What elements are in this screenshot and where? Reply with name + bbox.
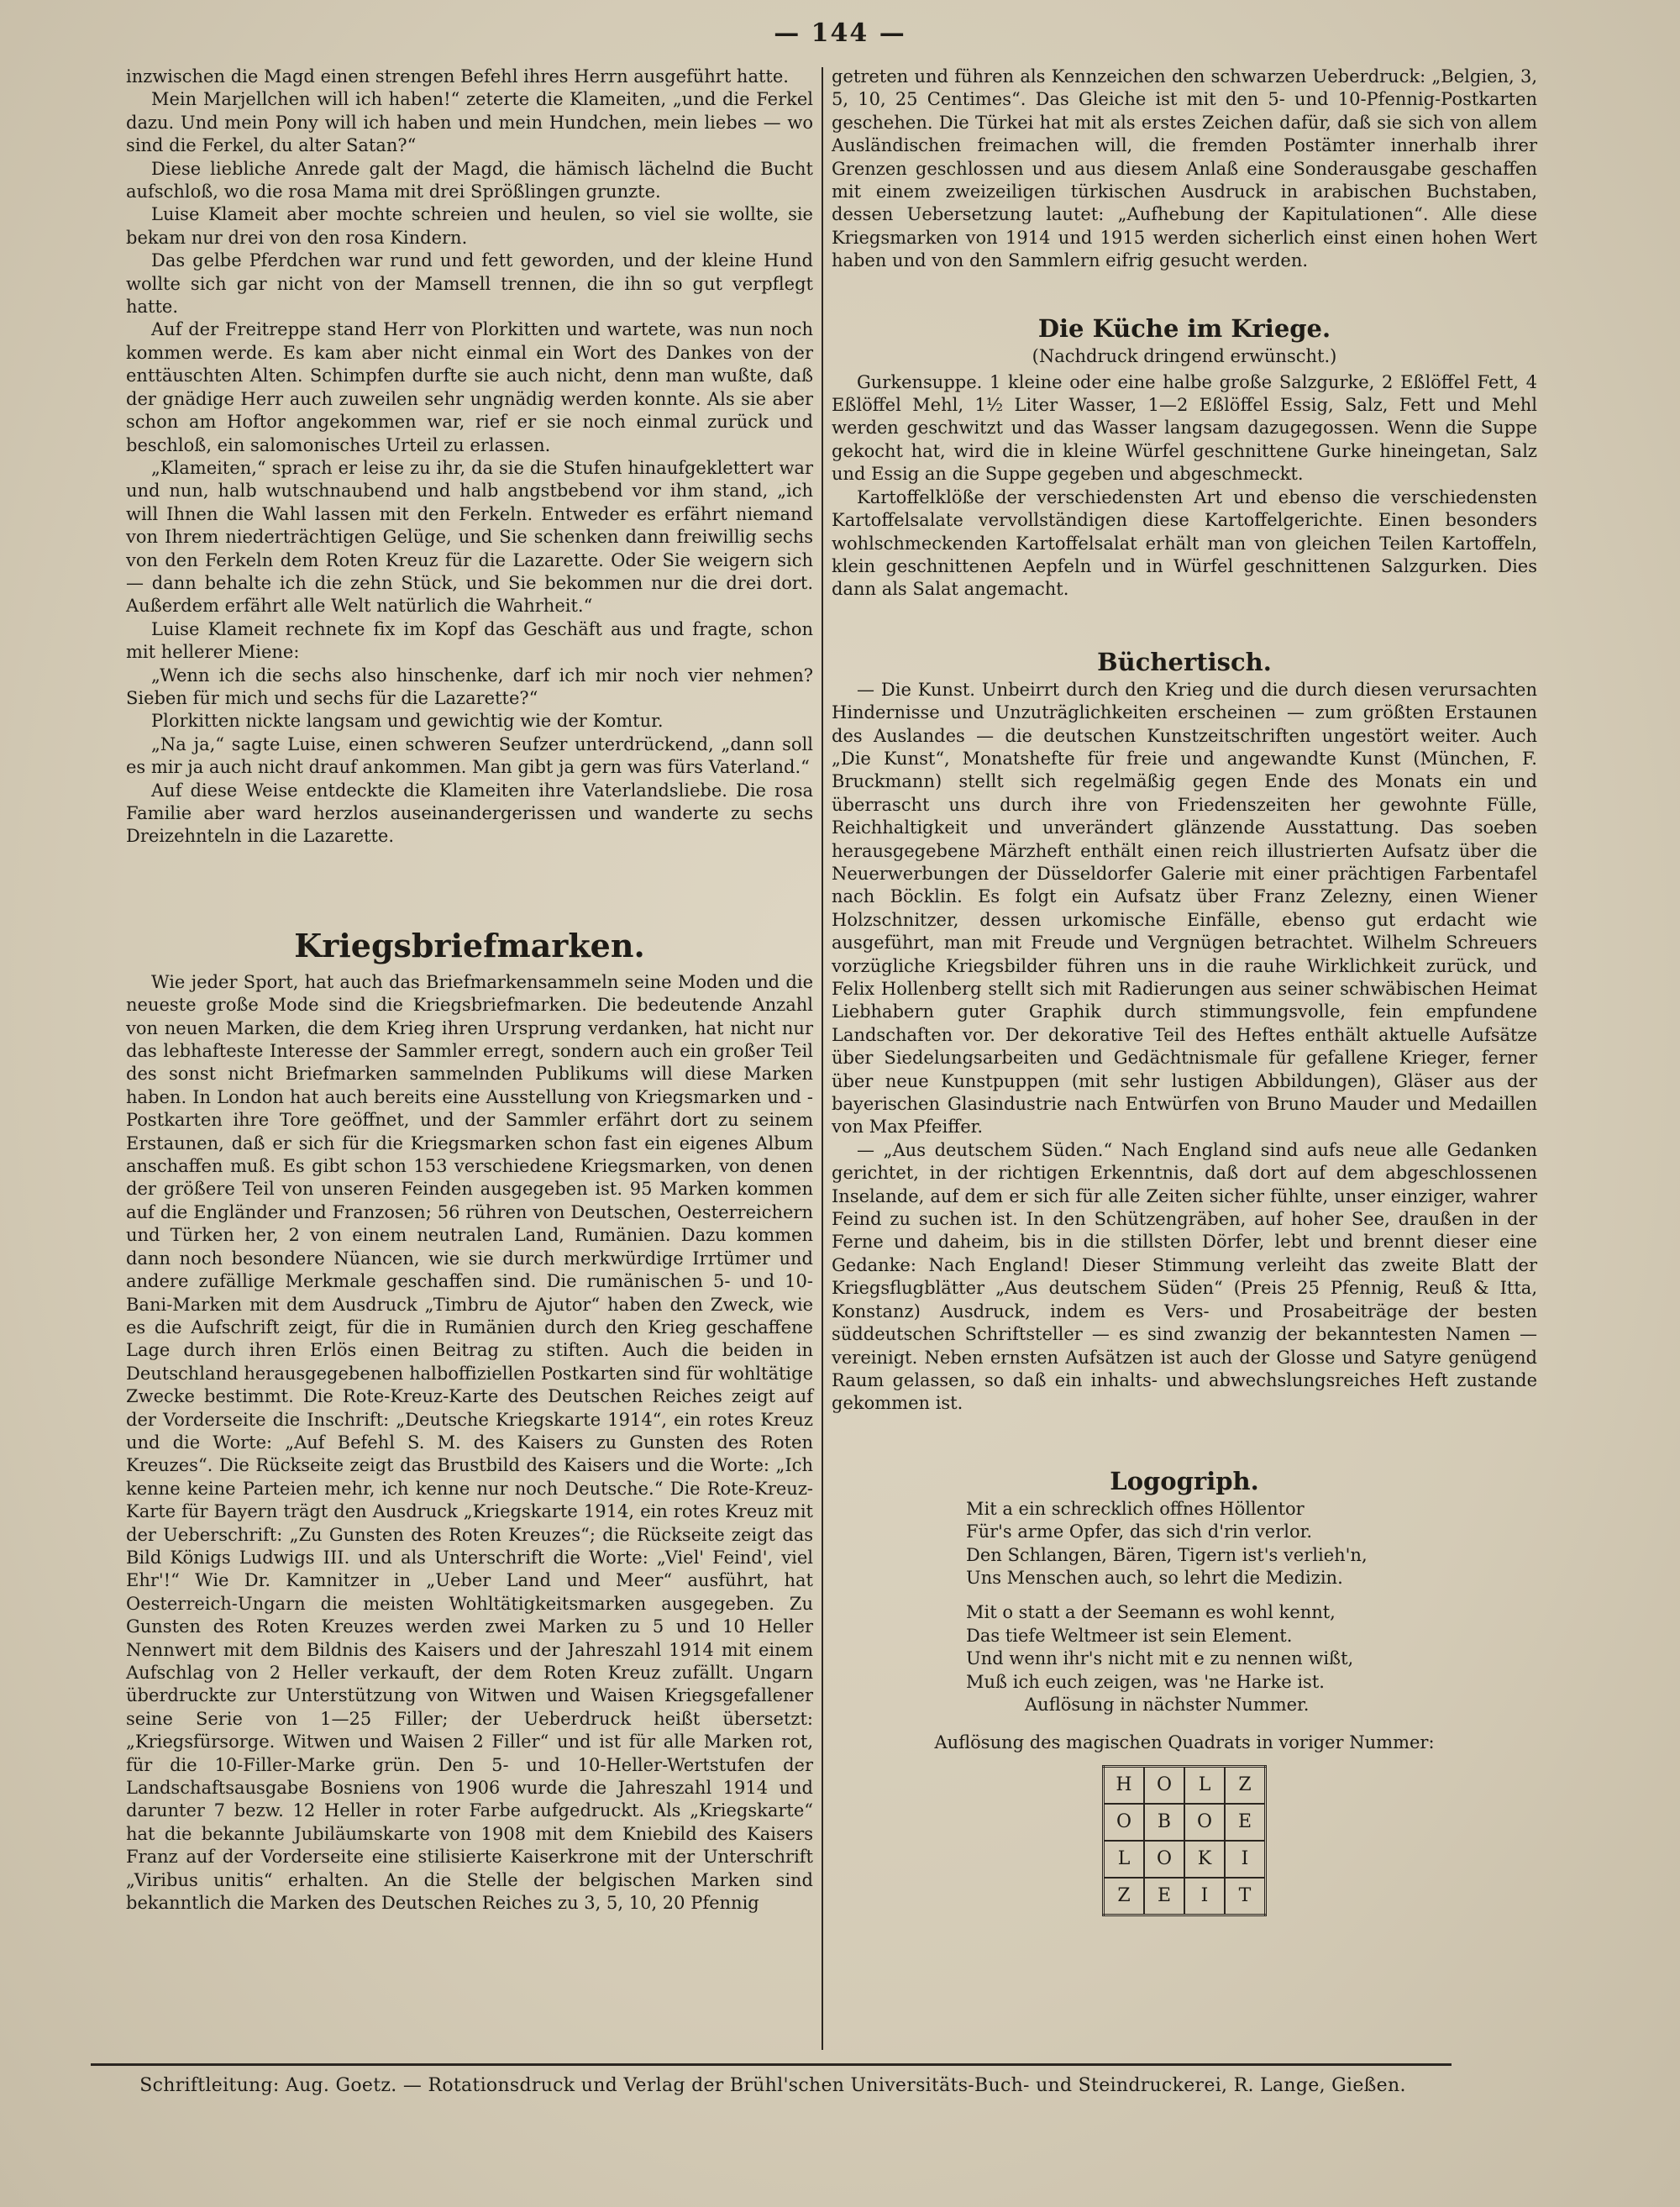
poem-line: Und wenn ihr's nicht mit e zu nennen wißt, [966,1648,1354,1669]
magic-square-cell: I [1225,1841,1266,1878]
magic-square-cell: T [1225,1878,1266,1915]
magic-square-row [1104,1841,1266,1878]
magic-square-cell: E [1225,1804,1266,1841]
magic-square-cell: L [1104,1841,1145,1878]
stanza-gap [966,1590,1403,1601]
magic-square [1102,1765,1267,1916]
poem-line: Uns Menschen auch, so lehrt die Medizin. [966,1567,1343,1588]
story-paragraph: „Klameiten,“ sprach er leise zu ihr, da sie die Stufen hinaufgeklettert war und nun, halb wutschnaubend und halb angstbebend vor ihm stand, „ich will Ihnen die Wahl lassen mit den Ferkeln. Entweder es erfährt niemand von Ihrem niederträchtigen Gelüge, und Sie schenken dann freiwillig sechs von den Ferkeln dem Roten Kreuz für die Lazarette. Oder Sie weigern sich — dann behalte ich die zehn Stück, und Sie bekommen nur die drei dort. Außerdem erfährt alle Welt natürlich die Wahrheit.“ [126,457,813,617]
magic-square-cell: I [1184,1878,1225,1915]
story-paragraph: inzwischen die Magd einen strengen Befehl ihres Herrn ausgeführt hatte. [126,66,789,87]
poem-line: Für's arme Opfer, das sich d'rin verlor. [966,1521,1313,1542]
story-paragraph: Luise Klameit aber mochte schreien und heulen, so viel sie wollte, sie bekam nur drei von den rosa Kindern. [126,204,813,248]
kriegsbriefmarken-continued: getreten und führen als Kennzeichen den schwarzen Ueberdruck: „Belgien, 3, 5, 10, 25 Centimes“. Das Gleiche ist mit den 5- und 10-Pfennig-Postkarten geschehen. Die Türkei hat mit als erstes Zeichen dafür, daß sie sich von allem Ausländischen freimachen will, die fremden Postämter innerhalb ihrer Grenzen geschlossen und aus diesem Anlaß eine Sonderausgabe geschaffen mit einem zweizeiligen türkischen Ausdruck in arabischen Buchstaben, dessen Uebersetzung lautet: „Aufhebung der Kapitulationen“. Alle diese Kriegsmarken von 1914 und 1915 werden sicherlich einst einen hohen Wert haben und von den Sammlern eifrig gesucht werden. [832,66,1537,271]
footer-rule [91,2063,1452,2066]
magic-square-cell: B [1144,1804,1184,1841]
page-number: — 144 — [774,18,906,48]
magic-square-cell: E [1144,1878,1184,1915]
section-spacer [832,273,1537,312]
poem-line: Mit o statt a der Seemann es wohl kennt, [966,1602,1336,1623]
logogriph-solution-note: Auflösung in nächster Nummer. [1025,1694,1310,1715]
magic-square-cell: Z [1225,1766,1266,1804]
magic-square-cell: Z [1104,1878,1145,1915]
section-spacer [832,1416,1537,1464]
magic-square-cell: L [1184,1766,1225,1804]
magic-square-row [1104,1878,1266,1915]
story-paragraph: Das gelbe Pferdchen war rund und fett geworden, und der kleine Hund wollte sich gar nicht von der Mamsell trennen, die ihn so gut verpflegt hatte. [126,250,813,318]
kueche-paragraph: Kartoffelklöße der verschiedensten Art und ebenso die verschiedensten Kartoffelsalate vervollständigen diese Kartoffelgerichte. Einen besonders wohlschmeckenden Kartoffelsalat erhält man von gleichen Teilen Kartoffeln, klein geschnittenen Aepfeln und in Würfel geschnittenen Salzgurken. Dies dann als Salat angemacht. [832,486,1537,600]
magic-square-cell: O [1184,1804,1225,1841]
magic-square-row [1104,1766,1266,1804]
imprint-footer: Schriftleitung: Aug. Goetz. — Rotationsdruck und Verlag der Brühl'schen Universitäts-Buch- und Steindruckerei, R. Lange, Gießen. [139,2075,1406,2096]
magic-square-cell: H [1104,1766,1145,1804]
magic-square-row [1104,1804,1266,1841]
logogriph-heading: Logogriph. [1110,1466,1259,1495]
story-paragraph: Diese liebliche Anrede galt der Magd, die hämisch lächelnd die Bucht aufschloß, wo die rosa Mama mit drei Sprößlingen grunzte. [126,158,813,202]
story-paragraph: „Wenn ich die sechs also hinschenke, darf ich mir noch vier nehmen? Sieben für mich und sechs für die Lazarette?“ [126,665,813,708]
left-column [126,66,813,1915]
story-paragraph: „Na ja,“ sagte Luise, einen schweren Seufzer unterdrückend, „dann soll es mir ja auch nicht drauf ankommen. Man gibt ja gern was fürs Vaterland.“ [126,733,813,778]
buechertisch-paragraph: — Die Kunst. Unbeirrt durch den Krieg und die durch diesen verursachten Hindernisse und Unzuträglichkeiten erscheinen — zum größten Erstaunen des Auslandes — die deutschen Kunstzeitschriften ungestört weiter. Auch „Die Kunst“, Monatshefte für freie und angewandte Kunst (München, F. Bruckmann) stellt sich regelmäßig gegen Ende des Monats ein und überrascht uns durch ihre von Friedenszeiten her gewohnte Fülle, Reichhaltigkeit und unverändert glänzende Ausstattung. Das soeben herausgegebene Märzheft enthält einen reich illustrierten Aufsatz über die Neuerwerbungen der Düsseldorfer Galerie mit einer prächtigen Farbentafel nach Böcklin. Es folgt ein Aufsatz über Franz Zelezny, einen Wiener Holzschnitzer, dessen urkomische Einfälle, ebenso gut erdacht wie ausgeführt, man mit Freude und Vergnügen betrachtet. Wilhelm Schreuers vorzügliche Kriegsbilder führen uns in die rauhe Wirklichkeit zurück, und Felix Hollenberg stellt sich mit Radierungen aus seiner schwäbischen Heimat Liebhabern guter Graphik durch stimmungsvolle, fein empfundene Landschaften vor. Der dekorative Teil des Heftes enthält aktuelle Aufsätze über Siedelungsarbeiten und Gedächtnismale für gefallene Krieger, ferner über neue Kunstpuppen (mit sehr lustigen Abbildungen), Gläser aus der bayerischen Glasindustrie nach Entwürfen von Bruno Mauder und Medaillen von Max Pfeiffer. [832,679,1537,1138]
poem-line: Mit a ein schrecklich offnes Höllentor [966,1498,1305,1519]
right-column [832,66,1537,1916]
poem-line: Den Schlangen, Bären, Tigern ist's verlieh'n, [966,1544,1368,1565]
kueche-subheading: (Nachdruck dringend erwünscht.) [1032,345,1337,366]
kueche-paragraph: Gurkensuppe. 1 kleine oder eine halbe große Salzgurke, 2 Eßlöffel Fett, 4 Eßlöffel Mehl, 1½ Liter Wasser, 1—2 Eßlöffel Essig, Salz, Fett und Mehl werden geschwitzt und das Wasser langsam dazugegossen. Wenn die Suppe gekocht hat, wird die in kleine Würfel geschnittene Gurke hineingetan, Salz und Essig an die Suppe gegeben und abgeschmeckt. [832,371,1537,485]
buechertisch-paragraph: — „Aus deutschem Süden.“ Nach England sind aufs neue alle Gedanken gerichtet, in der richtigen Erkenntnis, daß dort auf dem abgeschlossenen Inselande, auf dem er sich für alle Zeiten sicher fühlte, unser einziger, wahrer Feind zu suchen ist. In den Schützengräben, auf hoher See, draußen in der Ferne und daheim, bis in die stillsten Dörfer, lebt und brennt dieser eine Gedanke: Nach England! Dieser Stimmung verleiht das zweite Blatt der Kriegsflugblätter „Aus deutschem Süden“ (Preis 25 Pfennig, Reuß & Itta, Konstanz) Ausdruck, indem es Vers- und Prosabeiträge der besten süddeutschen Schriftsteller — es sind zwanzig der bekanntesten Namen — vereinigt. Neben ernsten Aufsätzen ist auch der Glosse und Satyre genügend Raum gelassen, so daß ein inhalts- und abwechslungsreiches Heft zustande gekommen ist. [832,1139,1537,1414]
story-paragraph: Luise Klameit rechnete fix im Kopf das Geschäft aus und fragte, schon mit hellerer Miene: [126,618,813,663]
kriegsbriefmarken-text: Wie jeder Sport, hat auch das Briefmarkensammeln seine Moden und die neueste große Mode sind die Kriegsbriefmarken. Die bedeutende Anzahl von neuen Marken, die dem Krieg ihren Ursprung verdanken, hat nicht nur das lebhafteste Interesse der Sammler erregt, sondern auch ein großer Teil des sonst nicht Briefmarken sammelnden Publikums will diese Marken haben. In London hat auch bereits eine Ausstellung von Kriegsmarken und -Postkarten ihre Tore geöffnet, und der Sammler erfährt dort zu seinem Erstaunen, daß er sich für die Kriegsmarken schon fast ein eigenes Album anschaffen muß. Es gibt schon 153 verschiedene Kriegsmarken, von denen der größere Teil von unseren Feinden ausgegeben ist. 95 Marken kommen auf die Engländer und Franzosen; 56 rühren von Deutschen, Oesterreichern und Türken her, 2 von einem neutralen Land, Rumänien. Dazu kommen dann noch besondere Nüancen, wie sie durch merkwürdige Irrtümer und andere zufällige Merkmale geschaffen sind. Die rumänischen 5- und 10-Bani-Marken mit dem Ausdruck „Timbru de Ajutor“ haben den Zweck, wie es die Aufschrift zeigt, für die in Rumänien durch den Krieg geschaffene Lage durch ihren Erlös einen Beitrag zu stiften. Auch die beiden in Deutschland herausgegebenen halboffiziellen Postkarten sind für wohltätige Zwecke bestimmt. Die Rote-Kreuz-Karte des Deutschen Reiches zeigt auf der Vorderseite die Inschrift: „Deutsche Kriegskarte 1914“, ein rotes Kreuz und die Worte: „Auf Befehl S. M. des Kaisers zu Gunsten des Roten Kreuzes“. Die Rückseite zeigt das Brustbild des Kaisers und die Worte: „Ich kenne keine Parteien mehr, ich kenne nur noch Deutsche.“ Die Rote-Kreuz-Karte für Bayern trägt den Ausdruck „Kriegskarte 1914, ein rotes Kreuz mit der Ueberschrift: „Zu Gunsten des Roten Kreuzes“; die Rückseite zeigt das Bild Königs Ludwigs III. und als Unterschrift die Worte: „Viel' Feind', viel Ehr'!“ Wie Dr. Kamnitzer in „Ueber Land und Meer“ ausführt, hat Oesterreich-Ungarn die meisten Wohltätigkeitsmarken ausgegeben. Zu Gunsten des Roten Kreuzes werden zwei Marken zu 5 und 10 Heller Nennwert mit dem Bildnis des Kaisers und der Jahreszahl 1914 mit einem Aufschlag von 2 Heller verkauft, der dem Roten Kreuz zufällt. Ungarn überdruckte zur Unterstützung von Witwen und Waisen Kriegsgefallener seine Serie von 1—25 Filler; der Ueberdruck heißt übersetzt: „Kriegsfürsorge. Witwen und Waisen 2 Filler“ und ist für alle Marken rot, für die 10-Filler-Marke grün. Den 5- und 10-Heller-Wertstufen der Landschaftsausgabe Bosniens von 1906 wurde die Jahreszahl 1914 und darunter 7 bezw. 12 Heller in roter Farbe aufgedruckt. Als „Kriegskarte“ hat die bekannte Jubiläumskarte von 1908 mit dem Kniebild des Kaisers Franz auf der Vorderseite eine stilisierte Kaiserkrone mit der Unterschrift „Viribus unitis“ erhalten. An die Stelle der belgischen Marken sind bekanntlich die Marken des Deutschen Reiches zu 3, 5, 10, 20 Pfennig [126,971,813,1914]
story-paragraph: Auf diese Weise entdeckte die Klameiten ihre Vaterlandsliebe. Die rosa Familie aber ward herzlos auseinandergerissen und wanderte zu sechs Dreizehnteln in die Lazarette. [126,780,813,847]
buechertisch-heading: Büchertisch. [1097,647,1272,676]
poem-line: Muß ich euch zeigen, was 'ne Harke ist. [966,1671,1325,1692]
section-spacer [832,602,1537,645]
column-divider [822,67,823,2050]
kueche-heading: Die Küche im Kriege. [1037,313,1331,343]
poem-line: Das tiefe Weltmeer ist sein Element. [966,1625,1293,1646]
story-paragraph: Mein Marjellchen will ich haben!“ zeterte die Klameiten, „und die Ferkel dazu. Und mein Pony will ich haben und mein Hundchen, mein liebes — wo sind die Ferkel, du alter Satan?“ [126,89,813,156]
kriegsbriefmarken-heading: Kriegsbriefmarken. [294,926,645,964]
section-spacer [126,849,813,924]
logogriph-poem [966,1498,1403,1717]
story-paragraph: Auf der Freitreppe stand Herr von Plorkitten und wartete, was nun noch kommen werde. Es kam aber nicht einmal ein Wort des Dankes von der enttäuschten Alten. Schimpfen durfte sie auch nicht, denn man wußte, daß der gnädige Herr auch zuweilen sehr ungnädig werden konnte. Als sie aber schon am Hoftor angekommen war, rief er sie noch einmal zurück und beschloß, ein salomonisches Urteil zu erlassen. [126,319,813,455]
magic-square-cell: O [1144,1841,1184,1878]
magic-square-cell: K [1184,1841,1225,1878]
story-paragraph: Plorkitten nickte langsam und gewichtig wie der Komtur. [151,711,664,732]
magic-square-label: Auflösung des magischen Quadrats in voriger Nummer: [934,1732,1435,1753]
magic-square-cell: O [1144,1766,1184,1804]
magic-square-cell: O [1104,1804,1145,1841]
